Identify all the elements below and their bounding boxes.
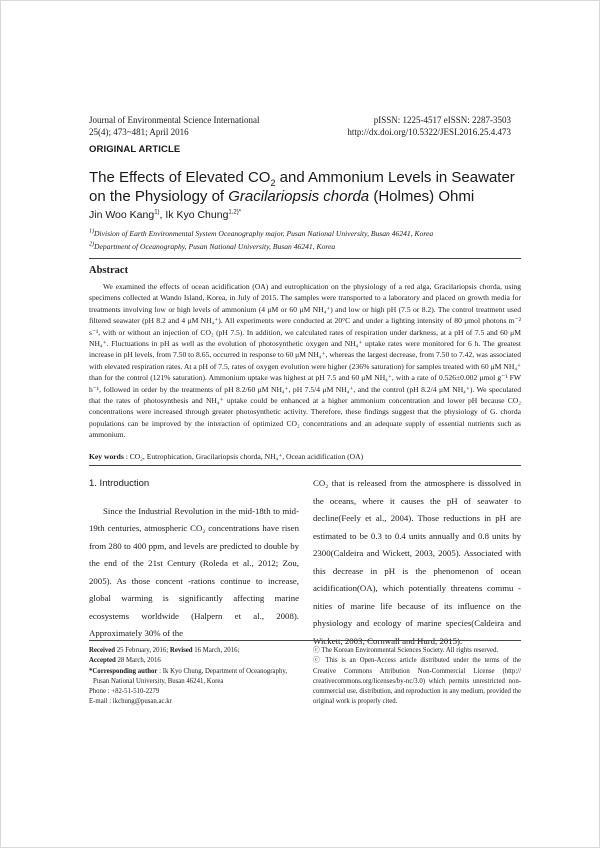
affiliation: $^{1)}$Division of Earth Environmental System Oceanography major, Pusan National University, Busan 46241, Korea [89, 228, 434, 238]
author-name: Jin Woo Kang [89, 209, 155, 221]
keywords: Key words : CO₂, Eutrophication, Gracilariopsis chorda, NH₄⁺, Ocean acidification (OA) [89, 452, 364, 461]
corresponding-author: *Corresponding author : Ik Kyo Chung, Department of Oceanography, [89, 667, 288, 675]
article-history: Received 25 February, 2016; Revised 16 March, 2016; Accepted 28 March, 2016 *Corresponding author : Ik Kyo Chung, Department of Oceanography, Pusan National University, Busan 46241, Korea Phone : +82-51-510-2279 E-mail : ikchung@pusan.ac.kr [89, 646, 299, 708]
keywords-label: Key words [89, 452, 124, 461]
journal-header-right [347, 114, 511, 138]
species-name: Gracilariopsis chorda [228, 188, 370, 205]
journal-issn: pISSN: 1225-4517 eISSN: 2287-3503 [373, 115, 511, 125]
section-heading: 1. Introduction [89, 478, 150, 489]
intro-left-column [89, 475, 299, 643]
title-line-2: on the Physiology of Gracilariopsis chorda (Holmes) Ohmi [89, 188, 475, 205]
intro-right-column [313, 475, 521, 650]
phone: Phone : +82-51-510-2279 [89, 688, 160, 696]
abstract-text: We examined the effects of ocean acidification (OA) and eutrophication on the physiology of a red alga, Gracilariopsis chorda, using specimens collected at Wando Island, Korea, in July of 2015. The samples were transported to a laboratory and placed on growth media for treatments involving low or high levels of ammonium (4 μM or 60 μM NH₄⁺) and low or high pH (7.5 or 8.2). The control treatment used filtered seawater (pH 8.2 and 4 μM NH₄⁺). All experiments were conducted at 20°C and under a lighting intensity of 80 μmol photons m⁻² s⁻¹, with or without an injection of CO₂ (pH 7.5). In addition, we calculated rates of respiration under darkness, at a pH of 7.5 and 60 μM NH₄⁺. Fluctuations in pH as well as the evolution of photosynthetic oxygen and NH₄⁺ uptake rates were monitored for 6 h. The greatest increase in pH levels, from 7.50 to 8.65, occurred in response to 60 μM NH₄⁺, whereas the largest decrease, from 7.50 to 7.42, was associated with elevated respiration rates. At a pH of 7.5, rates of oxygen evolution were higher (236% saturation) for samples treated with 60 μM NH₄⁺ than for the control (121% saturation). Ammonium uptake was highest at pH 7.5 and 60 μM NH₄⁺, with a rate of 0.526±0.002 μmol g⁻¹ FW h⁻¹, followed in order by the treatments of pH 8.2/60 μM NH₄⁺, pH 7.5/4 μM NH₄⁺, and the control (pH 8.2/4 μM NH₄⁺). We speculated that the rates of photosynthesis and NH₄⁺ uptake could be enhanced at a higher ammonium concentration and lower pH because CO₂ concentrations were increased through greater photosynthetic activity. Therefore, these findings suggest that the physiology of G. chorda populations can be improved by the interaction of optimized CO₂ concentrations and an adequate supply of essential nutrients such as ammonium. [89, 282, 521, 440]
email: E-mail : ikchung@pusan.ac.kr [89, 698, 172, 706]
journal-name: Journal of Environmental Science International [89, 115, 260, 125]
journal-doi: http://dx.doi.org/10.5322/JESI.2016.25.4.473 [347, 127, 511, 137]
divider [89, 640, 521, 641]
abstract-heading: Abstract [89, 265, 129, 276]
divider [89, 258, 521, 259]
body-paragraph: CO₂ that is released from the atmosphere is dissolved in the oceans, where it causes the pH of seawater to decline(Feely et al., 2004). Those reductions in pH are estimated to be 0.3 to 0.4 units annually and 0.8 units by 2300(Caldeira and Wickett, 2003, 2005). Associated with this decrease in pH is the phenomenon of ocean acidification(OA), which potentially threatens commu -nities of marine life because of its influence on the physiology and ecology of marine species(Caldeira and Wickett, 2003; Cornwall and Hurd, 2015). [313, 478, 521, 646]
paper-title [89, 168, 529, 206]
journal-header-left [89, 114, 259, 138]
author-list: Jin Woo Kang$^{1)}$, Ik Kyo Chung$^{1,2)*}$ [89, 209, 242, 221]
divider [89, 465, 521, 466]
journal-volume: 25(4); 473~481; April 2016 [89, 127, 189, 137]
article-type: ORIGINAL ARTICLE [89, 144, 181, 155]
license-notice [313, 646, 521, 708]
author-name: Ik Kyo Chung [165, 209, 229, 221]
body-paragraph: Since the Industrial Revolution in the mid-18th to mid-19th centuries, atmospheric CO₂ concentrations have risen from 280 to 400 ppm, and levels are predicted to double by the end of the 21st Century (Roleda et al., 2012; Zou, 2005). As those concent -rations continue to increase, global warming is significantly affecting marine ecosystems worldwide (Halpern et al., 2008). Approximately 30% of the [89, 505, 299, 638]
affiliation: $^{2)}$Department of Oceanography, Pusan National University, Busan 46241, Korea [89, 241, 336, 251]
copyright: ⓒ The Korean Environmental Sciences Society. All rights reserved. [313, 647, 499, 654]
title-line-1: The Effects of Elevated $CO_2$ and Ammonium Levels in Seawater [89, 169, 515, 188]
license-text: ⓒ This is an Open-Access article distributed under the terms of the Creative Commons Attribution Non-Commercial License (http:// creativecommons.org/licenses/by-nc/3.0) which permits unrestricted non-commercial use, distribution, and reproduction in any medium, provided the original work is properly cited. [313, 657, 521, 706]
